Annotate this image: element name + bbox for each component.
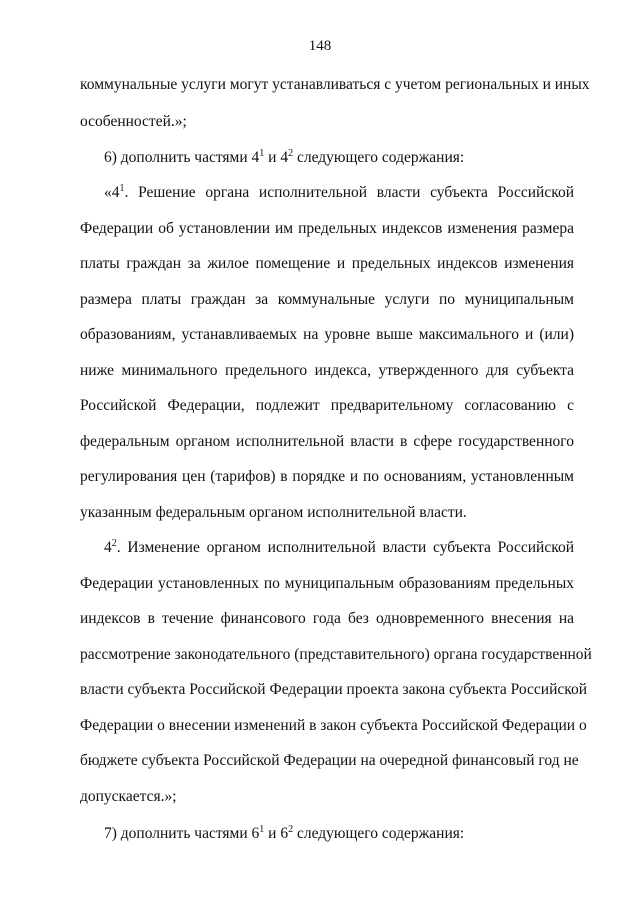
text-line: «$4^1$. Решение органа исполнительной власти субъекта Российской [104, 183, 574, 201]
page-number: 148 [308, 38, 332, 54]
text-line: размера платы граждан за коммунальные услуги по муниципальным [80, 291, 574, 308]
text-line: платы граждан за жилое помещение и предельных индексов изменения [80, 255, 574, 272]
text-line: Российской Федерации, подлежит предварительному согласованию с [80, 397, 574, 414]
text-line: допускается.»; [80, 788, 177, 805]
text-line: коммунальные услуги могут устанавливаться с учетом региональных и иных [80, 76, 590, 93]
text-line: особенностей.»; [80, 113, 187, 130]
text-line: Федерации о внесении изменений в закон субъекта Российской Федерации о [80, 717, 587, 734]
text-line: указанным федеральным органом исполнительной власти. [80, 504, 467, 521]
text-line: $4^2$. Изменение органом исполнительной власти субъекта Российской [104, 538, 574, 556]
text-line: Федерации установленных по муниципальным образованиям предельных [80, 575, 574, 592]
text-line: 7) дополнить частями $6^1$ и $6^2$ следующего содержания: [104, 824, 465, 842]
text-line: регулирования цен (тарифов) в порядке и по основаниям, установленным [80, 468, 574, 485]
text-line: рассмотрение законодательного (представительного) органа государственной [80, 646, 592, 663]
text-line: федеральным органом исполнительной власти в сфере государственного [80, 433, 574, 450]
text-line: индексов в течение финансового года без одновременного внесения на [80, 610, 574, 627]
text-line: Федерации об установлении им предельных индексов изменения размера [80, 220, 574, 237]
text-line: 6) дополнить частями $4^1$ и $4^2$ следующего содержания: [104, 148, 465, 166]
text-line: ниже минимального предельного индекса, утвержденного для субъекта [80, 362, 574, 379]
text-line: бюджете субъекта Российской Федерации на очередной финансовый год не [80, 752, 579, 769]
text-line: образованиям, устанавливаемых на уровне выше максимального и (или) [80, 326, 574, 343]
text-line: власти субъекта Российской Федерации проекта закона субъекта Российской [80, 681, 588, 698]
